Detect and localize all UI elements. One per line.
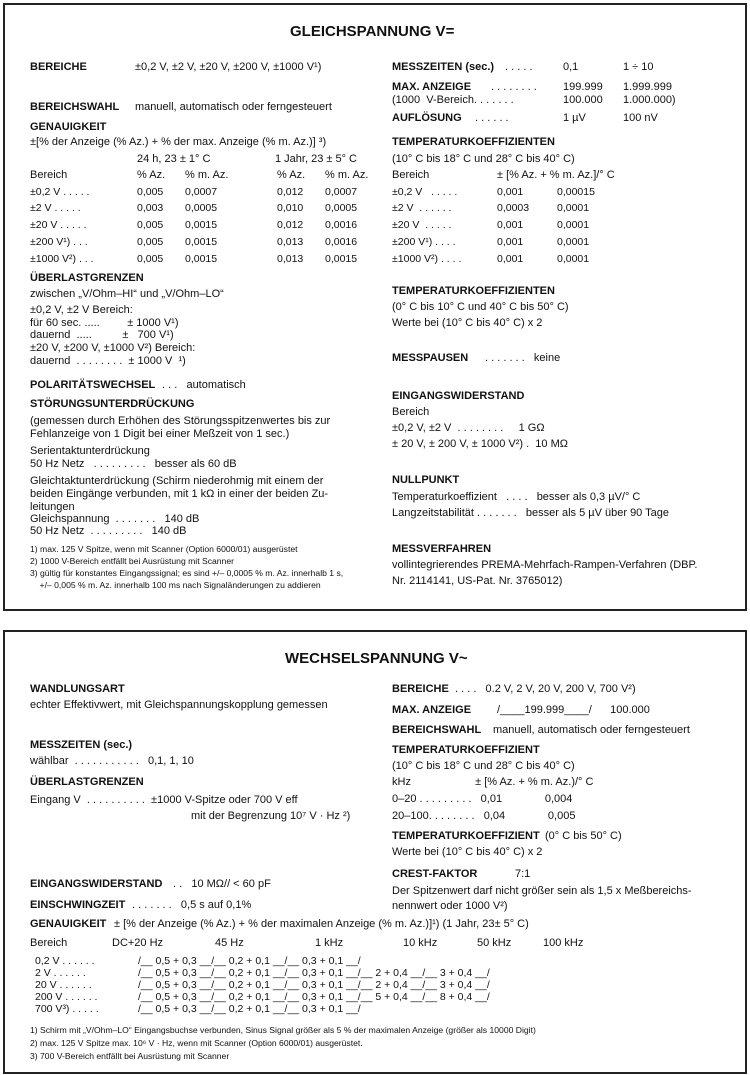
dc-nullpunkt-line: Langzeitstabilität . . . . . . . besser als 5 µV über 90 Tage	[392, 507, 670, 519]
dc-messpausen-label: MESSPAUSEN	[392, 352, 469, 364]
dc-th-bereich: Bereich	[30, 169, 68, 181]
dc-messzeiten-v2: 1 ÷ 10	[623, 61, 654, 73]
dc-ueberlast-label: ÜBERLASTGRENZEN	[30, 272, 144, 284]
ac-th: 50 kHz	[477, 937, 512, 949]
dc-bereiche-label: BEREICHE	[30, 61, 87, 73]
table-cell: 0,0005	[325, 202, 358, 214]
dc-maxanzeige-label: MAX. ANZEIGE	[392, 81, 472, 93]
table-row: ±1000 V²) . . .	[30, 253, 94, 265]
dc-messzeiten-v1: 0,1	[563, 61, 579, 73]
table-cell: 0,0001	[557, 202, 590, 214]
ac-ueberlast-label: ÜBERLASTGRENZEN	[30, 776, 144, 788]
ac-genauigkeit-value: ± [% der Anzeige (% Az.) + % der maximalen Anzeige (% m. Az.)]¹) (1 Jahr, 23± 5° C)	[114, 918, 529, 930]
ac-footnote: 1) Schirm mit „V/Ohm–LO“ Eingangsbuchse verbunden, Sinus Signal größer als 5 % der maximalen Anzeige (größer als 10000 Digit)	[30, 1025, 536, 1035]
table-cell: 0,0015	[325, 253, 358, 265]
table-row: ±0,2 V . . . . .	[30, 186, 90, 198]
ac-eingang-label: EINGANGSWIDERSTAND	[30, 878, 163, 890]
ac-panel	[3, 630, 747, 1074]
dc-bereichswahl-value: manuell, automatisch oder ferngesteuert	[135, 101, 332, 113]
dc-tk2-label: TEMPERATURKOEFFIZIENTEN	[392, 285, 555, 297]
dc-ueberlast-line: ±0,2 V, ±2 V Bereich:	[30, 304, 133, 316]
table-cell: 0,001	[497, 219, 524, 231]
dc-panel	[3, 3, 747, 611]
table-cell: /__ 0,5 + 0,3 __/__ 0,2 + 0,1 __/__ 0,3 + 0,1 __/__ 5 + 0,4 __/__ 8 + 0,4 __/	[138, 991, 490, 1003]
table-row: 200 V . . . . . .	[35, 991, 98, 1003]
table-cell: 0,0001	[557, 253, 590, 265]
dc-stoer-line: beiden Eingänge verbunden, mit 1 kΩ in einer der beiden Zu-	[30, 488, 329, 500]
table-cell: 0,001	[497, 186, 524, 198]
dc-nullpunkt-line: Temperaturkoeffizient . . . . besser als 0,3 µV/° C	[392, 491, 641, 503]
dc-polaritaet-label: POLARITÄTSWECHSEL	[30, 379, 156, 391]
dc-maxanzeige-dots: . . . . . . . .	[491, 81, 537, 93]
dc-messpausen-value: . . . . . . . keine	[485, 352, 561, 364]
ac-crest-label: CREST-FAKTOR	[392, 868, 478, 880]
dc-polaritaet-value: . . . automatisch	[162, 379, 246, 391]
dc-footnote: +/– 0,005 % m. Az. innerhalb 100 ms nach Signaländerungen zu addieren	[30, 580, 321, 590]
table-row: 700 V³) . . . . .	[35, 1003, 99, 1015]
table-cell: 0,012	[277, 186, 304, 198]
dc-eingang-line: ±0,2 V, ±2 V . . . . . . . . 1 GΩ	[392, 422, 545, 434]
table-row: ±1000 V²) . . . .	[392, 253, 462, 265]
table-cell: 0,0016	[325, 236, 358, 248]
dc-footnote: 1) max. 125 V Spitze, wenn mit Scanner (Option 6000/01) ausgerüstet	[30, 544, 298, 554]
dc-ueberlast-line: für 60 sec. ..... ± 1000 V¹)	[30, 317, 179, 329]
dc-eingang-line: ± 20 V, ± 200 V, ± 1000 V²) . 10 MΩ	[392, 438, 568, 450]
dc-aufloesung-v2: 100 nV	[623, 112, 658, 124]
dc-stoer-line: 50 Hz Netz . . . . . . . . . besser als 60 dB	[30, 458, 237, 470]
dc-stoer-label: STÖRUNGSUNTERDRÜCKUNG	[30, 398, 195, 410]
ac-bereiche-label: BEREICHE	[392, 683, 449, 695]
ac-ueberlast-line2: mit der Begrenzung 10⁷ V · Hz ²)	[191, 810, 351, 822]
dc-eingang-line: Bereich	[392, 406, 430, 418]
table-cell: 0,0007	[185, 186, 218, 198]
dc-stoer-line: Fehlanzeige von 1 Digit bei einer Meßzeit von 1 sec.)	[30, 428, 290, 440]
ac-th: 100 kHz	[543, 937, 584, 949]
ac-genauigkeit-label: GENAUIGKEIT	[30, 918, 107, 930]
ac-tk2-line: Werte bei (10° C bis 40° C) x 2	[392, 846, 543, 858]
dc-stoer-line: 50 Hz Netz . . . . . . . . . 140 dB	[30, 525, 187, 537]
dc-tk1-header-b: ± [% Az. + % m. Az.]/° C	[497, 169, 615, 181]
table-row: ±2 V . . . . .	[30, 202, 81, 214]
table-cell: 0,00015	[557, 186, 595, 198]
dc-tk2-line: (0° C bis 10° C und 40° C bis 50° C)	[392, 301, 569, 313]
dc-maxanzeige-sub-v2: 1.000.000)	[623, 94, 676, 106]
table-cell: 0,005	[137, 186, 164, 198]
dc-ueberlast-line: ±20 V, ±200 V, ±1000 V²) Bereich:	[30, 342, 196, 354]
ac-tk2-label: TEMPERATURKOEFFIZIENT	[392, 830, 540, 842]
ac-wandlung-label: WANDLUNGSART	[30, 683, 125, 695]
dc-maxanzeige-v2: 1.999.999	[623, 81, 672, 93]
ac-maxanzeige-value: /____199.999____/ 100.000	[497, 704, 650, 716]
ac-bereichswahl-label: BEREICHSWAHL	[392, 724, 482, 736]
dc-bereichswahl-label: BEREICHSWAHL	[30, 101, 120, 113]
dc-bereiche-value: ±0,2 V, ±2 V, ±20 V, ±200 V, ±1000 V¹)	[135, 61, 322, 73]
ac-messzeiten-label: MESSZEITEN (sec.)	[30, 739, 133, 751]
dc-th-maz-1j: % m. Az.	[325, 169, 369, 181]
ac-crest-line: Der Spitzenwert darf nicht größer sein als 1,5 x Meßbereichs-	[392, 885, 692, 897]
dc-th-az-24h: % Az.	[137, 169, 166, 181]
table-cell: 0,012	[277, 219, 304, 231]
ac-maxanzeige-label: MAX. ANZEIGE	[392, 704, 472, 716]
dc-messverfahren-line: Nr. 2114141, US-Pat. Nr. 3765012)	[392, 575, 563, 587]
dc-messverfahren-label: MESSVERFAHREN	[392, 543, 492, 555]
table-cell: 0,010	[277, 202, 304, 214]
table-row: ±20 V . . . . .	[30, 219, 87, 231]
dc-stoer-line: Serientaktunterdrückung	[30, 445, 150, 457]
ac-ueberlast-line1: Eingang V . . . . . . . . . . ±1000 V-Spitze oder 700 V eff	[30, 794, 298, 806]
dc-maxanzeige-sub: (1000 V-Bereich. . . . . . .	[392, 94, 514, 106]
table-cell: 0,0015	[185, 219, 218, 231]
ac-tk-line: 20–100. . . . . . . . 0,04 0,005	[392, 810, 576, 822]
ac-footnote: 3) 700 V-Bereich entfällt bei Ausrüstung mit Scanner	[30, 1051, 230, 1061]
table-row: 2 V . . . . . .	[35, 967, 86, 979]
dc-nullpunkt-label: NULLPUNKT	[392, 474, 460, 486]
ac-messzeiten-value: wählbar . . . . . . . . . . . 0,1, 1, 10	[30, 755, 194, 767]
table-cell: 0,003	[137, 202, 164, 214]
table-row: ±200 V¹) . . . .	[392, 236, 456, 248]
dc-messverfahren-line: vollintegrierendes PREMA-Mehrfach-Rampen-Verfahren (DBP.	[392, 559, 698, 571]
table-cell: 0,0015	[185, 253, 218, 265]
dc-tk1-header-a: Bereich	[392, 169, 430, 181]
table-cell: 0,0005	[185, 202, 218, 214]
table-cell: 0,0007	[325, 186, 358, 198]
table-cell: 0,0016	[325, 219, 358, 231]
dc-stoer-line: leitungen	[30, 501, 75, 513]
dc-tk2-line: Werte bei (10° C bis 40° C) x 2	[392, 317, 543, 329]
ac-crest-line: nennwert oder 1000 V²)	[392, 900, 508, 912]
dc-messzeiten-dots: . . . . .	[505, 61, 533, 73]
table-row: ±2 V . . . . . .	[392, 202, 452, 214]
ac-einschwing-label: EINSCHWINGZEIT	[30, 899, 126, 911]
table-cell: 0,0001	[557, 236, 590, 248]
dc-stoer-line: Gleichtaktunterdrückung (Schirm niederohmig mit einem der	[30, 475, 324, 487]
ac-tk-label: TEMPERATURKOEFFIZIENT	[392, 744, 540, 756]
ac-tk-line: kHz ± [% Az. + % m. Az.)/° C	[392, 776, 594, 788]
table-row: 0,2 V . . . . . .	[35, 955, 95, 967]
dc-stoer-line: (gemessen durch Erhöhen des Störungsspitzenwertes bis zur	[30, 415, 331, 427]
table-cell: /__ 0,5 + 0,3 __/__ 0,2 + 0,1 __/__ 0,3 + 0,1 __/	[138, 1003, 361, 1015]
ac-footnote: 2) max. 125 V Spitze max. 10⁶ V · Hz, wenn mit Scanner (Option 6000/01) ausgerüstet.	[30, 1038, 363, 1048]
ac-title: WECHSELSPANNUNG V~	[285, 650, 468, 667]
dc-genauigkeit-formula: ±[% der Anzeige (% Az.) + % der max. Anzeige (% m. Az.)] ³)	[30, 136, 327, 148]
table-cell: 0,005	[137, 219, 164, 231]
table-row: ±0,2 V . . . . .	[392, 186, 458, 198]
table-row: ±200 V¹) . . .	[30, 236, 88, 248]
table-cell: 0,0001	[557, 219, 590, 231]
dc-maxanzeige-sub-v1: 100.000	[563, 94, 603, 106]
dc-th-maz-24h: % m. Az.	[185, 169, 229, 181]
table-cell: 0,013	[277, 253, 304, 265]
ac-tk2-suffix: (0° C bis 50° C)	[545, 830, 622, 842]
table-cell: 0,001	[497, 253, 524, 265]
ac-crest-value: 7:1	[515, 868, 531, 880]
dc-eingang-label: EINGANGSWIDERSTAND	[392, 390, 525, 402]
table-cell: 0,0003	[497, 202, 530, 214]
ac-th: DC+20 Hz	[112, 937, 164, 949]
dc-ueberlast-line: dauernd ..... ± 700 V¹)	[30, 329, 174, 341]
table-cell: 0,005	[137, 253, 164, 265]
dc-ueberlast-line: dauernd . . . . . . . . ± 1000 V ¹)	[30, 355, 186, 367]
ac-th: Bereich	[30, 937, 68, 949]
ac-wandlung-value: echter Effektivwert, mit Gleichspannungskopplung gemessen	[30, 699, 328, 711]
ac-th: 1 kHz	[315, 937, 344, 949]
ac-bereichswahl-value: manuell, automatisch oder ferngesteuert	[493, 724, 690, 736]
dc-footnote: 3) gültig für konstantes Eingangssignal; es sind +/– 0,0005 % m. Az. innerhalb 1 s,	[30, 568, 344, 578]
dc-ueberlast-line: zwischen „V/Ohm–HI“ und „V/Ohm–LO“	[30, 288, 224, 300]
ac-eingang-value: . . 10 MΩ// < 60 pF	[173, 878, 271, 890]
table-cell: 0,005	[137, 236, 164, 248]
table-cell: 0,001	[497, 236, 524, 248]
dc-tk1-label: TEMPERATURKOEFFIZIENTEN	[392, 136, 555, 148]
dc-col-1jahr: 1 Jahr, 23 ± 5° C	[275, 153, 357, 165]
dc-col-24h: 24 h, 23 ± 1° C	[137, 153, 211, 165]
dc-th-az-1j: % Az.	[277, 169, 306, 181]
ac-tk-line: (10° C bis 18° C und 28° C bis 40° C)	[392, 760, 575, 772]
table-cell: /__ 0,5 + 0,3 __/__ 0,2 + 0,1 __/__ 0,3 + 0,1 __/__ 2 + 0,4 __/__ 3 + 0,4 __/	[138, 979, 490, 991]
ac-tk-line: 0–20 . . . . . . . . . 0,01 0,004	[392, 793, 573, 805]
ac-einschwing-value: . . . . . . . 0,5 s auf 0,1%	[132, 899, 252, 911]
ac-th: 45 Hz	[215, 937, 244, 949]
dc-genauigkeit-label: GENAUIGKEIT	[30, 121, 107, 133]
table-cell: /__ 0,5 + 0,3 __/__ 0,2 + 0,1 __/__ 0,3 + 0,1 __/__ 2 + 0,4 __/__ 3 + 0,4 __/	[138, 967, 490, 979]
table-row: 20 V . . . . . .	[35, 979, 92, 991]
dc-tk1-range: (10° C bis 18° C und 28° C bis 40° C)	[392, 153, 575, 165]
dc-aufloesung-v1: 1 µV	[563, 112, 586, 124]
dc-aufloesung-dots: . . . . . .	[475, 112, 509, 124]
dc-footnote: 2) 1000 V-Bereich entfällt bei Ausrüstung mit Scanner	[30, 556, 234, 566]
ac-th: 10 kHz	[403, 937, 438, 949]
table-cell: 0,0015	[185, 236, 218, 248]
table-cell: 0,013	[277, 236, 304, 248]
dc-maxanzeige-v1: 199.999	[563, 81, 603, 93]
dc-aufloesung-label: AUFLÖSUNG	[392, 112, 462, 124]
dc-stoer-line: Gleichspannung . . . . . . . 140 dB	[30, 513, 200, 525]
table-row: ±20 V . . . . .	[392, 219, 452, 231]
dc-title: GLEICHSPANNUNG V=	[290, 23, 455, 40]
dc-messzeiten-label: MESSZEITEN (sec.)	[392, 61, 495, 73]
ac-bereiche-value: . . . . 0.2 V, 2 V, 20 V, 200 V, 700 V²)	[455, 683, 636, 695]
table-cell: /__ 0,5 + 0,3 __/__ 0,2 + 0,1 __/__ 0,3 + 0,1 __/	[138, 955, 361, 967]
